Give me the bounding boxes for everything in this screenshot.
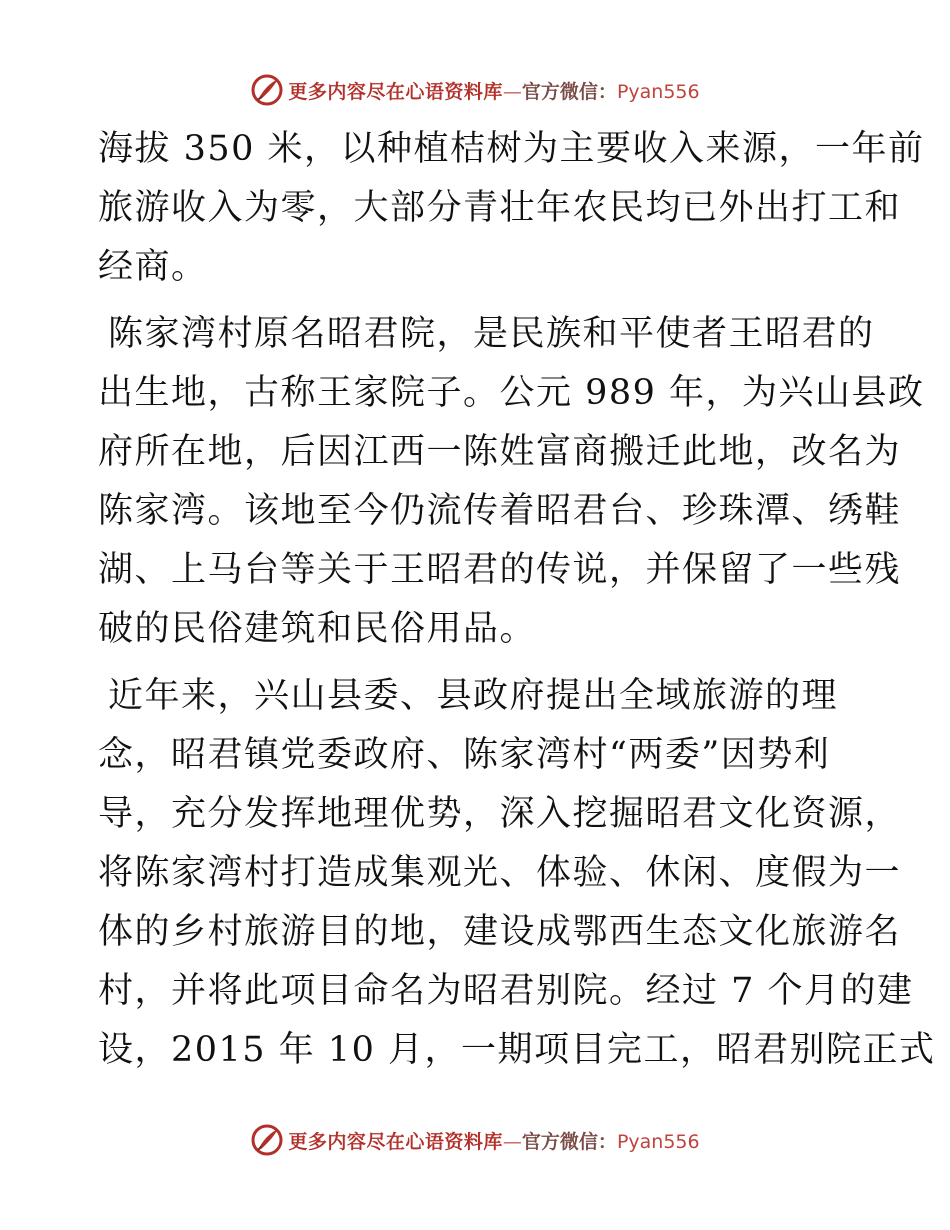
text-line: 将陈家湾村打造成集观光、体验、休闲、度假为一 [98, 853, 902, 893]
footer-watermark-text: 更多内容尽在心语资料库—官方微信：Pyan556 [288, 1130, 700, 1153]
text-line: 旅游收入为零，大部分青壮年农民均已外出打工和 [98, 188, 902, 228]
paragraph-2 [98, 305, 925, 659]
text-line: 出生地，古称王家院子。公元 989 年，为兴山县政 [98, 373, 925, 413]
text-line: 设，2015 年 10 月，一期项目完工，昭君别院正式 [98, 1030, 936, 1070]
text-line: 陈家湾村原名昭君院，是民族和平使者王昭君的 [108, 314, 875, 354]
paragraph-3 [98, 667, 936, 1080]
text-line: 近年来，兴山县委、县政府提出全域旅游的理 [108, 676, 839, 716]
text-line: 经商。 [98, 247, 208, 287]
text-line: 导，充分发挥地理优势，深入挖掘昭君文化资源， [98, 794, 902, 834]
footer-watermark [0, 1120, 950, 1160]
text-line: 破的民俗建筑和民俗用品。 [98, 609, 537, 649]
document-body [98, 120, 936, 1088]
text-line: 村，并将此项目命名为昭君别院。经过 7 个月的建 [98, 971, 914, 1011]
text-line: 海拔 350 米，以种植桔树为主要收入来源，一年前 [98, 129, 925, 169]
text-line: 府所在地，后因江西一陈姓富商搬迁此地，改名为 [98, 432, 902, 472]
paragraph-1 [98, 120, 925, 297]
text-line: 湖、上马台等关于王昭君的传说，并保留了一些残 [98, 550, 902, 590]
text-line: 念，昭君镇党委政府、陈家湾村“两委”因势利 [98, 735, 831, 775]
header-watermark-text: 更多内容尽在心语资料库—官方微信：Pyan556 [288, 80, 700, 103]
text-line: 陈家湾。该地至今仍流传着昭君台、珍珠潭、绣鞋 [98, 491, 902, 531]
text-line: 体的乡村旅游目的地，建设成鄂西生态文化旅游名 [98, 912, 902, 952]
header-watermark [0, 70, 950, 110]
quill-logo-icon [250, 1123, 284, 1157]
quill-logo-icon [250, 73, 284, 107]
